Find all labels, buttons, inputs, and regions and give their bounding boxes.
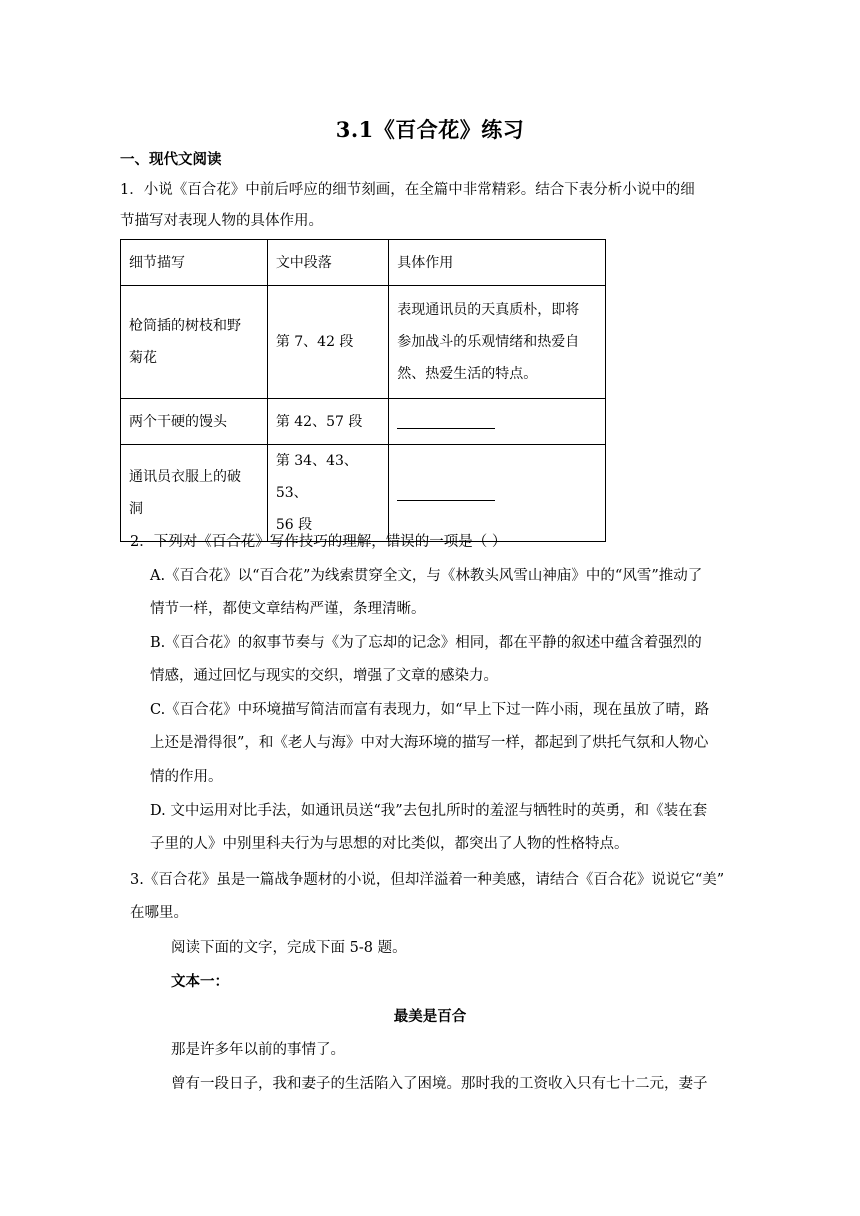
table-header-cell: 文中段落: [267, 240, 388, 286]
detail-table: [120, 239, 606, 542]
table-cell-paragraph: [267, 286, 388, 399]
table-cell-paragraph: [267, 399, 388, 445]
table-header-cell: 具体作用: [389, 240, 606, 286]
question-2-stem: 2．下列对《百合花》写作技巧的理解，错误的一项是（ ）: [130, 534, 507, 550]
option-c-line-1: C.《百合花》中环境描写简洁而富有表现力，如“早上下过一阵小雨，现在虽放了晴，路: [150, 702, 710, 718]
passage-title: 最美是百合: [393, 1008, 467, 1025]
table-cell-effect: [389, 286, 606, 399]
option-b-line-2: 情感，通过回忆与现实的交织，增强了文章的感染力。: [150, 668, 498, 684]
cell-text: 然、热爱生活的特点。: [397, 366, 538, 382]
cell-text: 表现通讯员的天真质朴，即将: [397, 302, 580, 318]
cell-text: 通讯员衣服上的破: [129, 469, 241, 485]
section-heading: 一、现代文阅读: [120, 151, 222, 168]
cell-text: 洞: [129, 501, 143, 517]
cell-text: 56 段: [275, 517, 313, 533]
page-title: 3.1《百合花》练习: [335, 117, 525, 142]
option-d-line-2: 子里的人》中别里科夫行为与思想的对比类似，都突出了人物的性格特点。: [150, 836, 629, 852]
option-a-line-2: 情节一样，都使文章结构严谨，条理清晰。: [150, 601, 426, 617]
question-3-line-2: 在哪里。: [130, 905, 188, 921]
table-cell-detail: [121, 399, 268, 445]
passage-paragraph-2: 曾有一段日子，我和妻子的生活陷入了困境。那时我的工资收入只有七十二元，妻子: [171, 1076, 708, 1092]
option-c-line-2: 上还是滑得很”，和《老人与海》中对大海环境的描写一样，都起到了烘托气氛和人物心: [150, 735, 709, 751]
cell-text: 菊花: [129, 350, 157, 366]
question-1-line-1: 1．小说《百合花》中前后呼应的细节刻画，在全篇中非常精彩。结合下表分析小说中的细: [120, 182, 695, 198]
table-row: [121, 445, 606, 542]
cell-text: 第 7、42 段: [275, 334, 354, 350]
table-header-cell: 细节描写: [121, 240, 268, 286]
text-label: 文本一：: [171, 973, 229, 990]
table-cell-effect-blank[interactable]: [389, 399, 606, 445]
table-cell-effect-blank[interactable]: [389, 445, 606, 542]
table-cell-detail: [121, 286, 268, 399]
table-row: [121, 399, 606, 445]
cell-text: 两个干硬的馒头: [129, 413, 227, 430]
question-1-line-2: 节描写对表现人物的具体作用。: [120, 213, 323, 229]
cell-text: 参加战斗的乐观情绪和热爱自: [397, 334, 580, 350]
answer-blank[interactable]: [397, 414, 495, 429]
answer-blank[interactable]: [397, 486, 495, 501]
question-3-line-1: 3.《百合花》虽是一篇战争题材的小说，但却洋溢着一种美感，请结合《百合花》说说它“美”: [130, 872, 725, 888]
reading-intro: 阅读下面的文字，完成下面 5-8 题。: [171, 940, 407, 956]
cell-text: 第 34、43、53、: [275, 453, 358, 501]
table-row: [121, 286, 606, 399]
table-cell-paragraph: [267, 445, 388, 542]
passage-paragraph-1: 那是许多年以前的事情了。: [171, 1042, 345, 1058]
option-b-line-1: B.《百合花》的叙事节奏与《为了忘却的记念》相同，都在平静的叙述中蕴含着强烈的: [150, 635, 702, 651]
option-a-line-1: A.《百合花》以“百合花”为线索贯穿全文，与《林教头风雪山神庙》中的“风雪”推动了: [150, 568, 703, 584]
cell-text: 枪筒插的树枝和野: [129, 318, 241, 334]
option-d-line-1: D. 文中运用对比手法，如通讯员送“我”去包扎所时的羞涩与牺牲时的英勇，和《装在套: [150, 803, 708, 819]
table-header-row: [121, 240, 606, 286]
option-c-line-3: 情的作用。: [150, 769, 223, 785]
table-cell-detail: [121, 445, 268, 542]
cell-text: 第 42、57 段: [275, 413, 363, 430]
